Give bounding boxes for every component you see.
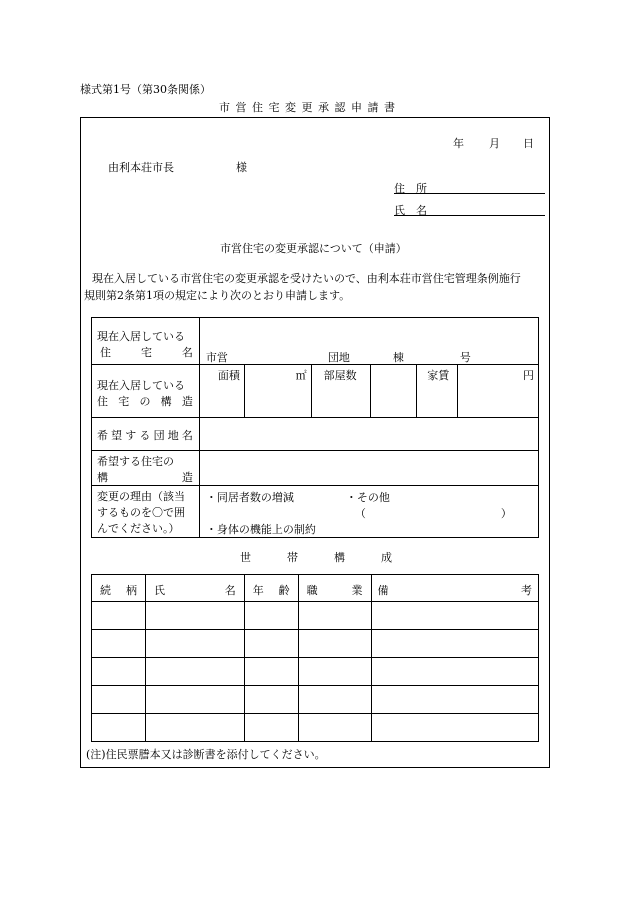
rent-label: 家賃 bbox=[417, 365, 458, 418]
desired-danchi-field[interactable] bbox=[199, 418, 538, 451]
current-housing-structure-label: 現在入居している 住 宅 の 構 造 bbox=[92, 365, 200, 418]
rooms-field[interactable] bbox=[371, 365, 417, 418]
name-label: 氏 名 bbox=[394, 204, 427, 217]
change-reason-label: 変更の理由（該当 するものを〇で囲 んでください。） bbox=[92, 486, 200, 538]
address-label: 住 所 bbox=[394, 182, 427, 195]
date-year: 年 bbox=[453, 137, 464, 150]
body-line-1: 現在入居している市営住宅の変更承認を受けたいので、由利本荘市営住宅管理条例施行 bbox=[92, 272, 521, 285]
date-day: 日 bbox=[523, 137, 534, 150]
honorific: 様 bbox=[236, 161, 247, 174]
area-field[interactable]: ㎡ bbox=[244, 365, 311, 418]
reason-other[interactable]: ・その他 bbox=[345, 491, 390, 504]
name-line[interactable] bbox=[394, 215, 545, 216]
reason-physical[interactable]: ・身体の機能上の制約 bbox=[205, 523, 316, 536]
addressee: 由利本荘市長 bbox=[108, 161, 174, 174]
footnote: (注)住民票謄本又は診断書を添付してください。 bbox=[86, 748, 326, 761]
household-row[interactable] bbox=[92, 686, 539, 714]
household-title: 世 帯 構 成 bbox=[240, 551, 392, 564]
desired-danchi-label: 希 望 す る 団 地 名 bbox=[92, 418, 200, 451]
household-row[interactable] bbox=[92, 630, 539, 658]
application-table bbox=[91, 317, 539, 538]
area-label: 面積 bbox=[199, 365, 244, 418]
household-row[interactable] bbox=[92, 658, 539, 686]
body-line-2: 規則第2条第1項の規定により次のとおり申請します。 bbox=[84, 289, 351, 302]
subject: 市営住宅の変更承認について（申請） bbox=[220, 242, 407, 255]
form-number: 様式第1号（第30条関係） bbox=[80, 83, 211, 96]
current-housing-name-field[interactable]: 市営 団地 棟 号 bbox=[199, 318, 538, 365]
date-month: 月 bbox=[489, 137, 500, 150]
rent-field[interactable]: 円 bbox=[458, 365, 539, 418]
desired-structure-label: 希望する住宅の 構 造 bbox=[92, 451, 200, 486]
desired-structure-field[interactable] bbox=[199, 451, 538, 486]
household-row[interactable] bbox=[92, 602, 539, 630]
change-reason-field[interactable]: ・同居者数の増減 ・その他 （ ） ・身体の機能上の制約 bbox=[199, 486, 538, 538]
current-housing-name-label: 現在入居している 住 宅 名 bbox=[92, 318, 200, 365]
household-row[interactable] bbox=[92, 714, 539, 742]
rooms-label: 部屋数 bbox=[311, 365, 371, 418]
reason-household-change[interactable]: ・同居者数の増減 bbox=[205, 491, 294, 504]
form-title: 市 営 住 宅 変 更 承 認 申 請 書 bbox=[219, 101, 396, 114]
household-header-row: 続 柄 氏 名 年 齢 職 業 備 考 bbox=[92, 575, 539, 602]
household-table bbox=[91, 574, 539, 742]
address-line[interactable] bbox=[394, 193, 545, 194]
